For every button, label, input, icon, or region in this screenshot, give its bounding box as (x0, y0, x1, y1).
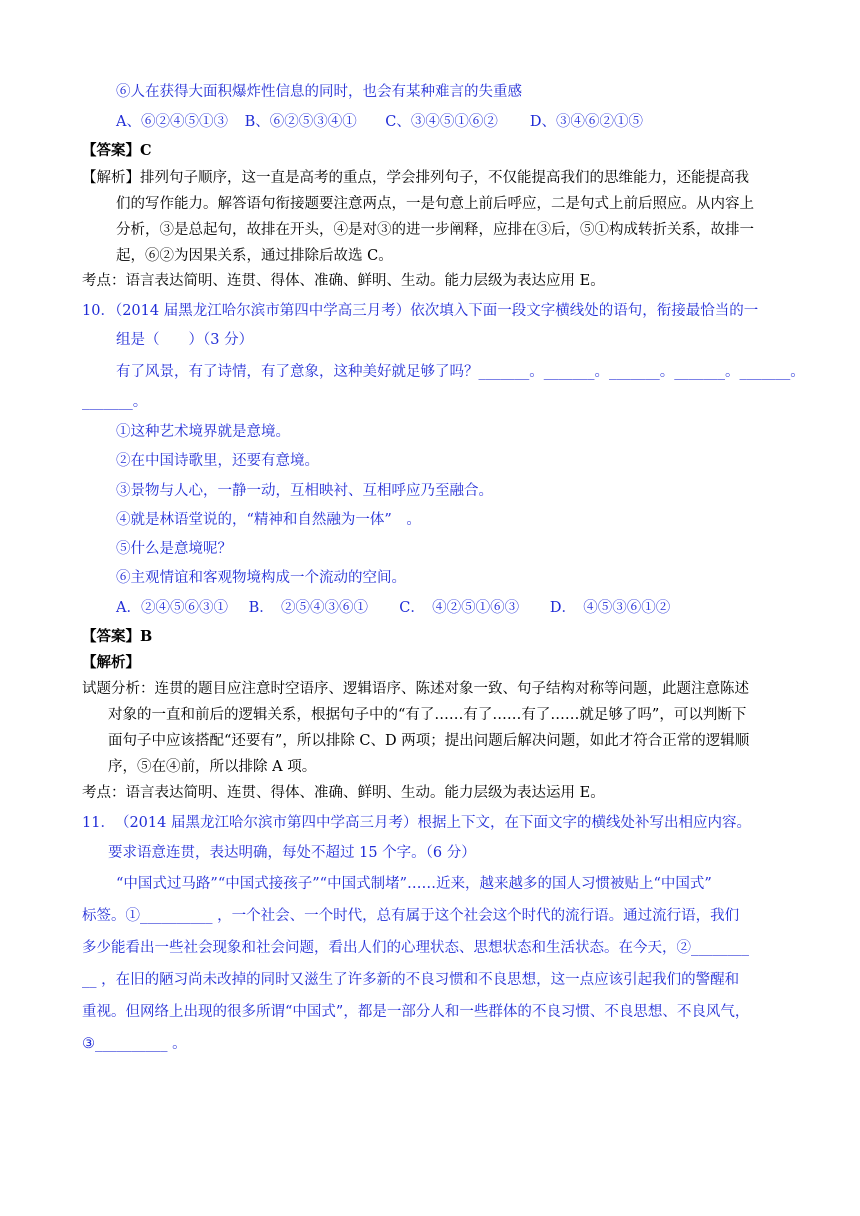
q10-option-c: C． ④②⑤①⑥③ (399, 600, 520, 616)
q9-option-c: C、③④⑤①⑥② (385, 114, 498, 130)
q9-analysis-line-2: 们的写作能力。解答语句衔接题要注意两点，一是句意上前后呼应，二是句式上前后照应。从内容上 (116, 196, 754, 212)
q9-option-b: B、⑥②⑤③④① (244, 114, 357, 130)
q10-item-2: ②在中国诗歌里，还要有意境。 (116, 453, 319, 469)
q9-option-a: A、⑥②④⑤①③ (116, 114, 228, 130)
q10-stem-line-2: 组是（ ）（3 分） (116, 332, 254, 348)
q9-analysis-line-1: 【解析】排列句子顺序，这一直是高考的重点，学会排列句子，不仅能提高我们的思维能力，还能提高我 (82, 170, 749, 186)
q10-item-3: ③景物与人心，一静一动，互相映衬、互相呼应乃至融合。 (116, 483, 493, 499)
q9-kaodian: 考点：语言表达简明、连贯、得体、准确、鲜明、生动。能力层级为表达应用 E。 (82, 273, 605, 289)
q10-analysis-line-4: 序，⑤在④前，所以排除 A 项。 (108, 759, 317, 775)
q10-analysis-line-2: 对象的一直和前后的逻辑关系，根据句子中的“有了……有了……有了……就足够了吗”，可以判断下 (108, 707, 747, 723)
q10-answer: 【答案】B (82, 628, 153, 645)
q11-text-line-6: ③__________ 。 (82, 1036, 187, 1052)
q9-answer: 【答案】C (82, 142, 152, 159)
q10-analysis-title: 【解析】 (82, 654, 140, 671)
q11-text-line-4: __ ，在旧的陋习尚未改掉的同时又滋生了许多新的不良习惯和不良思想，这一点应该引起我们的警醒和 (82, 972, 740, 988)
q11-text-line-2: 标签。①__________ ，一个社会、一个时代，总有属于这个社会这个时代的流行语。通过流行语，我们 (82, 908, 740, 924)
q10-item-6: ⑥主观情谊和客观物境构成一个流动的空间。 (116, 570, 406, 586)
q10-text-line-1: 有了风景，有了诗情，有了意象，这种美好就足够了吗？_______。_______。_______。_______。_______。 (116, 364, 805, 380)
q10-item-5: ⑤什么是意境呢？ (116, 541, 232, 557)
q9-analysis-line-4: 起，⑥②为因果关系，通过排除后故选 C。 (116, 248, 393, 264)
q10-option-d: D． ④⑤③⑥①② (549, 600, 671, 616)
q10-analysis-line-3: 面句子中应该搭配“还要有”，所以排除 C、D 两项；提出问题后解决问题，如此才符合正常的逻辑顺 (108, 733, 750, 749)
q10-option-a: A．②④⑤⑥③① (116, 600, 228, 616)
q10-item-1: ①这种艺术境界就是意境。 (116, 424, 290, 440)
q9-item-6: ⑥人在获得大面积爆炸性信息的同时，也会有某种难言的失重感 (116, 84, 522, 100)
q9-options (116, 112, 643, 132)
q11-stem-line-2: 要求语意连贯，表达明确，每处不超过 15 个字。（6 分） (108, 845, 476, 861)
q10-text-line-2: _______。 (82, 394, 148, 410)
q10-analysis-line-1: 试题分析：连贯的题目应注意时空语序、逻辑语序、陈述对象一致、句子结构对称等问题，此题注意陈述 (82, 681, 749, 697)
q11-text-line-5: 重视。但网络上出现的很多所谓“中国式”，都是一部分人和一些群体的不良习惯、不良思想、不良风气， (82, 1004, 750, 1020)
q10-stem-line-1: 10．（2014 届黑龙江哈尔滨市第四中学高三月考）依次填入下面一段文字横线处的语句，衔接最恰当的一 (82, 303, 759, 319)
q11-text-line-1: “中国式过马路”“中国式接孩子”“中国式制堵”……近来，越来越多的国人习惯被贴上“中国式” (116, 876, 712, 892)
q9-analysis-line-3: 分析，③是总起句，故排在开头，④是对③的进一步阐释，应排在③后，⑤①构成转折关系，故排一 (116, 222, 754, 238)
q10-options (116, 598, 670, 618)
q11-stem-line-1: 11． （2014 届黑龙江哈尔滨市第四中学高三月考）根据上下文，在下面文字的横线处补写出相应内容。 (82, 815, 751, 831)
q10-option-b: B． ②⑤④③⑥① (248, 600, 369, 616)
q11-text-line-3: 多少能看出一些社会现象和社会问题，看出人们的心理状态、思想状态和生活状态。在今天，②________ (82, 940, 749, 956)
q10-item-4: ④就是林语堂说的，“精神和自然融为一体” 。 (116, 512, 421, 528)
q9-option-d: D、③④⑥②①⑤ (529, 114, 643, 130)
q10-kaodian: 考点：语言表达简明、连贯、得体、准确、鲜明、生动。能力层级为表达运用 E。 (82, 785, 605, 801)
